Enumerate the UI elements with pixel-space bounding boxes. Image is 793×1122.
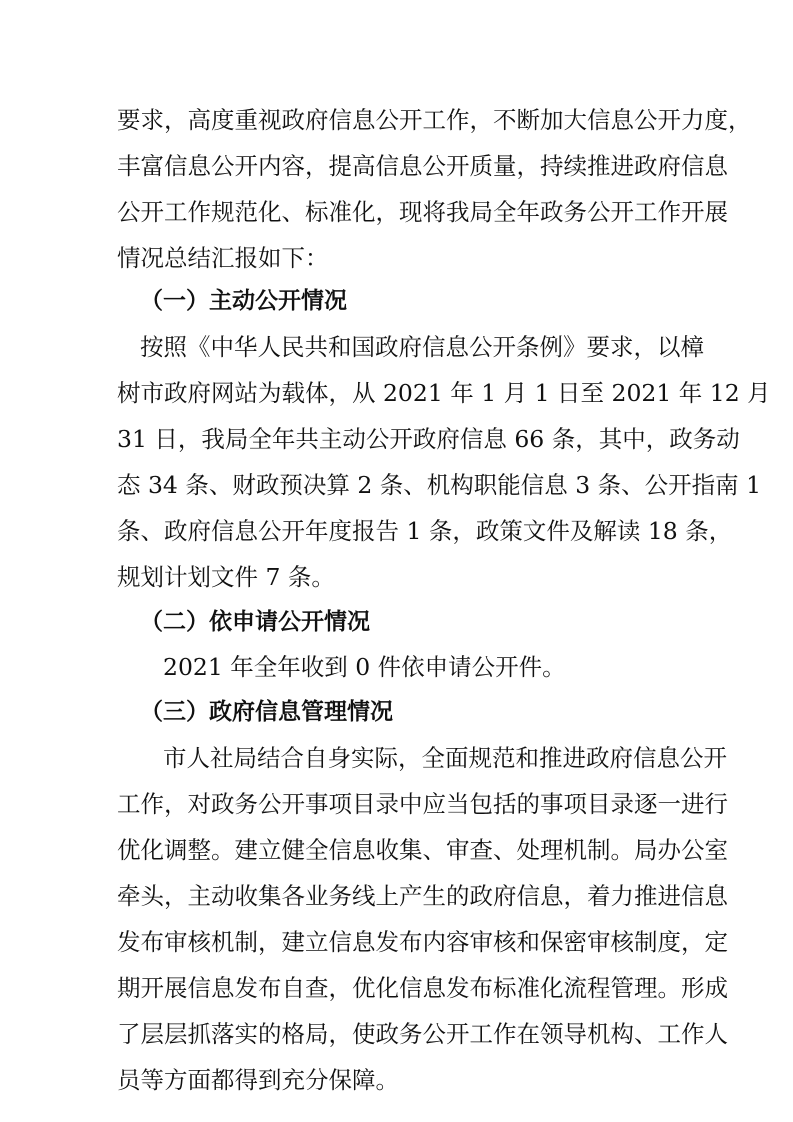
- section3-line-2-text: 工作，对政务公开事项目录中应当包括的事项目录逐一进行: [117, 790, 728, 818]
- section1-line-2-text: 树市政府网站为载体，从 2021 年 1 月 1 日至 2021 年 12 月: [117, 379, 771, 407]
- section3-line-8-text: 员等方面都得到充分保障。: [117, 1066, 399, 1094]
- intro-line-1-text: 要求，高度重视政府信息公开工作，不断加大信息公开力度，: [117, 106, 752, 134]
- section3-line-6-text: 期开展信息发布自查，优化信息发布标准化流程管理。形成: [117, 974, 728, 1002]
- section1-line-5-text: 条、政府信息公开年度报告 1 条，政策文件及解读 18 条，: [117, 517, 733, 545]
- section1-line-4-text: 态 34 条、财政预决算 2 条、机构职能信息 3 条、公开指南 1: [117, 471, 762, 499]
- section1-line-3-text: 31 日，我局全年共主动公开政府信息 66 条，其中，政务动: [117, 425, 740, 453]
- section3-line-4-text: 牵头，主动收集各业务线上产生的政府信息，着力推进信息: [117, 882, 728, 910]
- section3-line-5-text: 发布审核机制，建立信息发布内容审核和保密审核制度，定: [117, 928, 728, 956]
- section3-line-3-text: 优化调整。建立健全信息收集、审查、处理机制。局办公室: [117, 836, 728, 864]
- intro-line-4-text: 情况总结汇报如下：: [117, 244, 329, 272]
- section1-line-1-text: 按照《中华人民共和国政府信息公开条例》要求，以樟: [140, 333, 704, 361]
- section1-line-6-text: 规划计划文件 7 条。: [117, 563, 335, 591]
- section2-line-1-text: 2021 年全年收到 0 件依申请公开件。: [163, 653, 566, 681]
- intro-line-3-text: 公开工作规范化、标准化，现将我局全年政务公开工作开展: [117, 198, 728, 226]
- section-heading-1-text: （一）主动公开情况: [140, 288, 347, 314]
- section3-line-1-text: 市人社局结合自身实际，全面规范和推进政府信息公开: [163, 744, 727, 772]
- section-heading-2-text: （二）依申请公开情况: [140, 609, 370, 635]
- section-heading-3-text: （三）政府信息管理情况: [140, 699, 393, 725]
- section3-line-7-text: 了层层抓落实的格局，使政务公开工作在领导机构、工作人: [117, 1020, 728, 1048]
- intro-line-2-text: 丰富信息公开内容，提高信息公开质量，持续推进政府信息: [117, 152, 728, 180]
